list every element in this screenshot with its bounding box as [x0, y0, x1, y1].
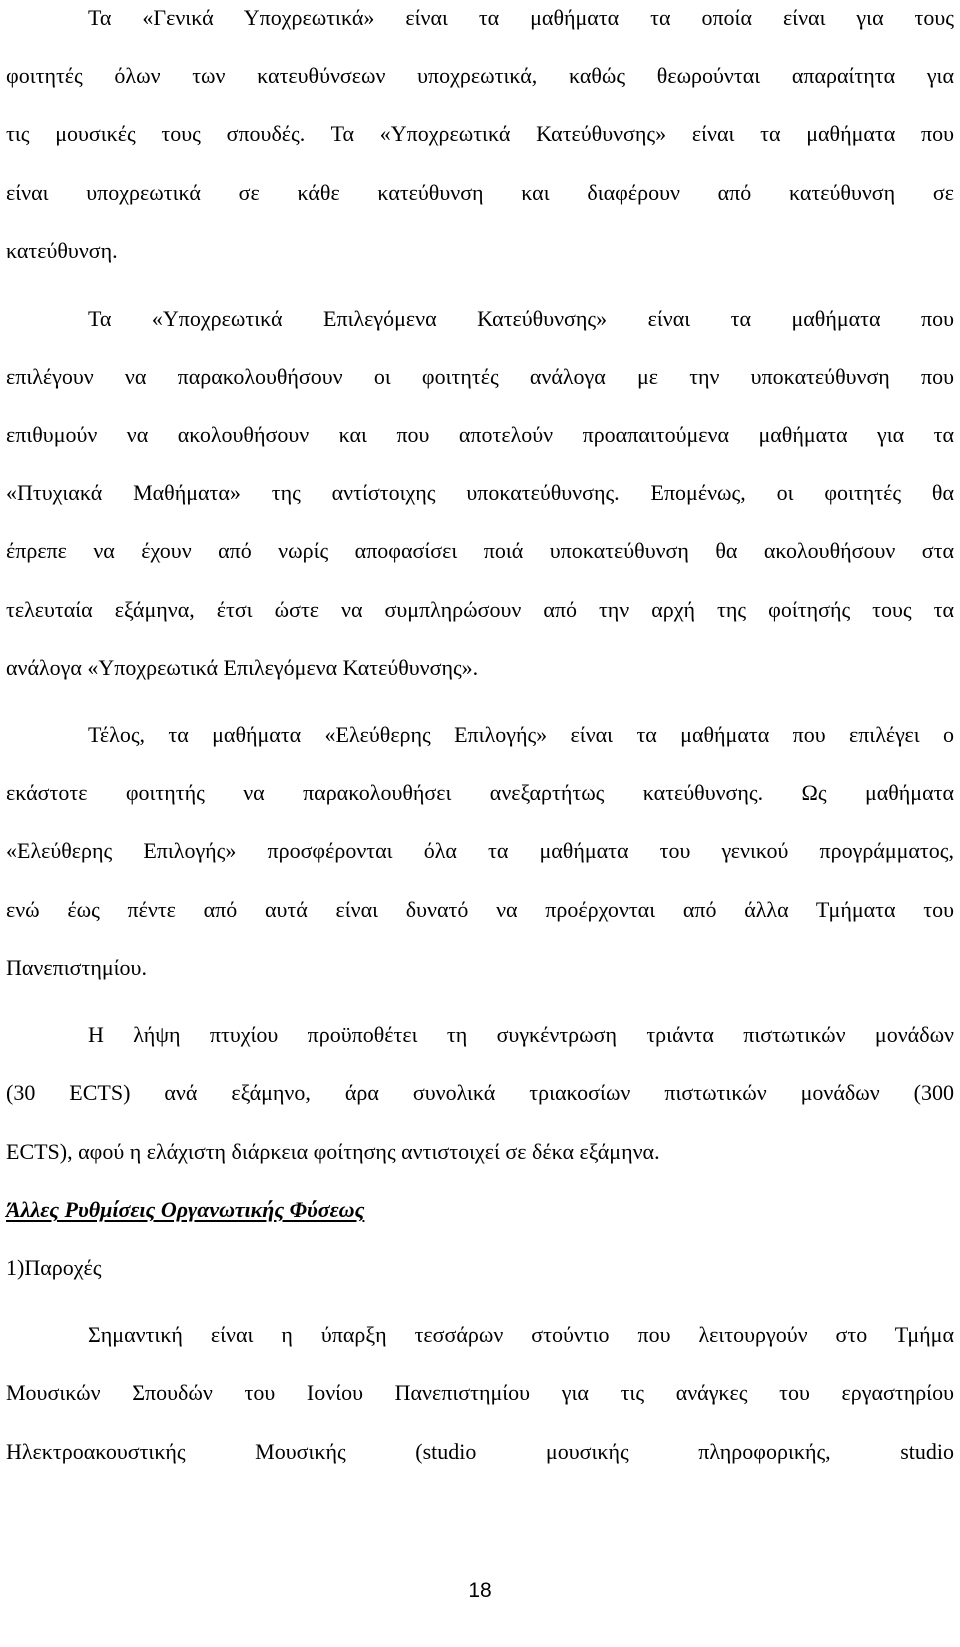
paragraph-3-line-5: Πανεπιστημίου. — [6, 955, 147, 980]
paragraph-2-line-7: ανάλογα «Υποχρεωτικά Επιλεγόμενα Κατεύθυνσης». — [6, 655, 479, 680]
paragraph-4-line-1: Η λήψη πτυχίου προϋποθέτει τη συγκέντρωση τριάντα πιστωτικών μονάδων — [88, 1022, 954, 1047]
paragraph-5-line-2: Μουσικών Σπουδών του Ιονίου Πανεπιστημίου για τις ανάγκες του εργαστηρίου — [6, 1380, 954, 1405]
paragraph-3-line-4: ενώ έως πέντε από αυτά είναι δυνατό να προέρχονται από άλλα Τμήματα του — [6, 897, 954, 922]
paragraph-2-line-4: «Πτυχιακά Μαθήματα» της αντίστοιχης υποκατεύθυνσης. Επομένως, οι φοιτητές θα — [6, 480, 954, 505]
paragraph-5-line-1: Σημαντική είναι η ύπαρξη τεσσάρων στούντιο που λειτουργούν στο Τμήμα — [88, 1322, 954, 1347]
paragraph-5-line-3: Ηλεκτροακουστικής Μουσικής (studio μουσικής πληροφορικής, studio — [6, 1439, 954, 1464]
paragraph-3-line-2: εκάστοτε φοιτητής να παρακολουθήσει ανεξαρτήτως κατεύθυνσης. Ως μαθήματα — [6, 780, 954, 805]
subheading-paroxes: 1)Παροχές — [6, 1255, 102, 1280]
paragraph-2-line-5: έπρεπε να έχουν από νωρίς αποφασίσει ποιά υποκατεύθυνση θα ακολουθήσουν στα — [6, 538, 954, 563]
paragraph-3-line-1: Τέλος, τα μαθήματα «Ελεύθερης Επιλογής» είναι τα μαθήματα που επιλέγει ο — [88, 722, 954, 747]
paragraph-2-line-3: επιθυμούν να ακολουθήσουν και που αποτελούν προαπαιτούμενα μαθήματα για τα — [6, 422, 954, 447]
paragraph-1-line-1: Τα «Γενικά Υποχρεωτικά» είναι τα μαθήματα τα οποία είναι για τους — [88, 5, 954, 30]
paragraph-1-line-5: κατεύθυνση. — [6, 238, 118, 263]
paragraph-2-line-6: τελευταία εξάμηνα, έτσι ώστε να συμπληρώσουν από την αρχή της φοίτησής τους τα — [6, 597, 954, 622]
section-heading: Άλλες Ρυθμίσεις Οργανωτικής Φύσεως — [6, 1197, 365, 1222]
paragraph-4-line-3: ECTS), αφού η ελάχιστη διάρκεια φοίτησης αντιστοιχεί σε δέκα εξάμηνα. — [6, 1139, 660, 1164]
paragraph-2-line-1: Τα «Υποχρεωτικά Επιλεγόμενα Κατεύθυνσης» είναι τα μαθήματα που — [88, 306, 954, 331]
paragraph-1-line-4: είναι υποχρεωτικά σε κάθε κατεύθυνση και διαφέρουν από κατεύθυνση σε — [6, 180, 954, 205]
paragraph-3-line-3: «Ελεύθερης Επιλογής» προσφέρονται όλα τα μαθήματα του γενικού προγράμματος, — [6, 838, 954, 863]
paragraph-1-line-3: τις μουσικές τους σπουδές. Τα «Υποχρεωτικά Κατεύθυνσης» είναι τα μαθήματα που — [6, 121, 954, 146]
paragraph-4-line-2: (30 ECTS) ανά εξάμηνο, άρα συνολικά τριακοσίων πιστωτικών μονάδων (300 — [6, 1080, 954, 1105]
page-number: 18 — [468, 1579, 492, 1602]
paragraph-1-line-2: φοιτητές όλων των κατευθύνσεων υποχρεωτικά, καθώς θεωρούνται απαραίτητα για — [6, 63, 954, 88]
paragraph-2-line-2: επιλέγουν να παρακολουθήσουν οι φοιτητές ανάλογα με την υποκατεύθυνση που — [6, 364, 954, 389]
